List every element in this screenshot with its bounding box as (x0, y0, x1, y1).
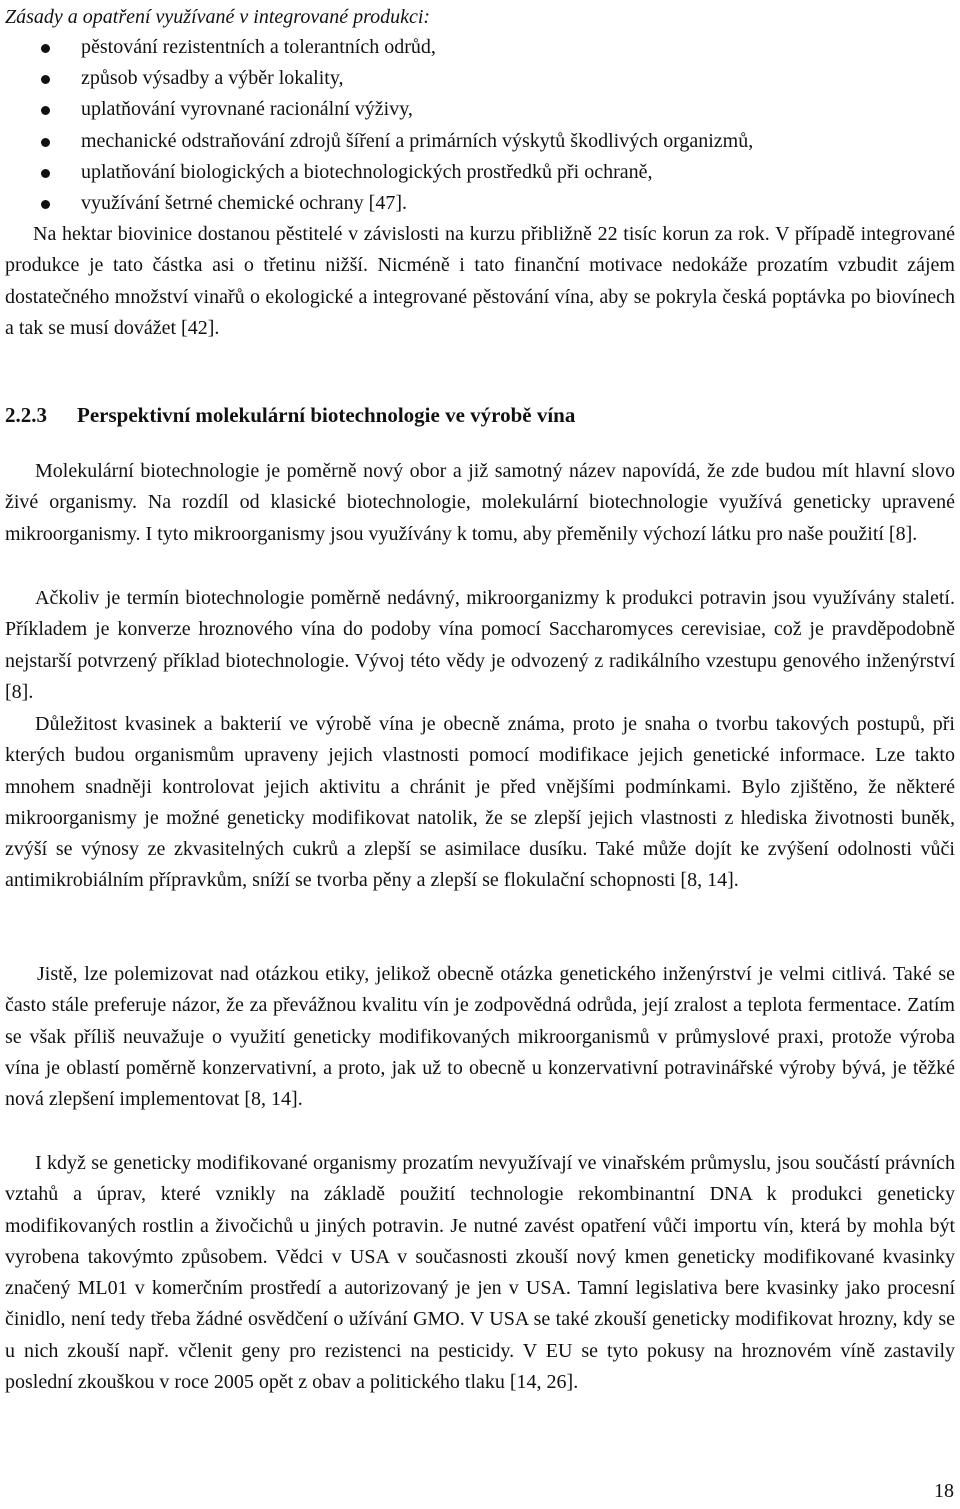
list-item-text: využívání šetrné chemické ochrany [47]. (81, 191, 407, 214)
list-item (5, 157, 955, 188)
bullet-icon (41, 44, 50, 53)
list-item-text: mechanické odstraňování zdrojů šíření a primárních výskytů škodlivých organizmů, (81, 129, 754, 152)
section-heading (5, 400, 575, 430)
list-item (5, 126, 955, 157)
list-item (5, 94, 955, 125)
bullet-icon (41, 169, 50, 178)
paragraph: I když se geneticky modifikované organismy prozatím nevyužívají ve vinařském průmyslu, jsou součástí právních vztahů a úprav, které vznikly na základě použití technologie rekombinantní DNA k produkci geneticky modifikovaných rostlin a živočichů u jiných potravin. Je nutné zavést opatření vůči importu vín, která by mohla být vyrobena takovýmto způsobem. Vědci v USA v současnosti zkouší nový kmen geneticky modifikované kvasinky značený ML01 v komerčním prostředí a autorizovaný je jen v USA. Tamní legislativa bere kvasinky jako procesní činidlo, není tedy třeba žádné osvědčení o užívání GMO. V USA se také zkouší geneticky modifikovat hrozny, kdy se u nich zkouší např. včlenit geny pro rezistenci na pesticidy. V EU se tyto pokusy na hroznovém víně zastavily poslední zkouškou v roce 2005 opět z obav a politického tlaku [14, 26]. (5, 1152, 955, 1394)
bullet-icon (41, 200, 50, 209)
list-item (5, 32, 955, 63)
section-title: Perspektivní molekulární biotechnologie ve výrobě vína (77, 403, 576, 427)
list-item-text: uplatňování vyrovnané racionální výživy, (81, 98, 413, 121)
list-item-text: uplatňování biologických a biotechnologických prostředků při ochraně, (81, 160, 653, 183)
section-number: 2.2.3 (5, 403, 47, 427)
intro-line: Zásady a opatření využívané v integrované produkci: (5, 6, 431, 28)
paragraph: Molekulární biotechnologie je poměrně nový obor a již samotný název napovídá, že zde budou mít hlavní slovo živé organismy. Na rozdíl od klasické biotechnologie, molekulární biotechnologie využívá geneticky upravené mikroorganismy. I tyto mikroorganismy jsou využívány k tomu, aby přeměnily výchozí látku pro naše použití [8]. (5, 460, 955, 545)
bullet-icon (41, 75, 50, 84)
paragraph: Důležitost kvasinek a bakterií ve výrobě vína je obecně známa, proto je snaha o tvorbu takových postupů, při kterých budou organismům upraveny jejich vlastnosti pomocí modifikace jejich genetické informace. Lze takto mnohem snadněji kontrolovat jejich aktivitu a chránit je před vnějšími podmínkami. Bylo zjištěno, že některé mikroorganismy je možné geneticky modifikovat natolik, že se zlepší jejich vlastnosti z hlediska životnosti buněk, zvýší se výnosy ze zkvasitelných cukrů a zlepší se asimilace dusíku. Také může dojít ke zvýšení odolnosti vůči antimikrobiálním přípravkům, sníží se tvorba pěny a zlepší se flokulační schopnosti [8, 14]. (5, 713, 955, 892)
page-number: 18 (934, 1480, 954, 1502)
bullet-icon (41, 138, 50, 147)
paragraph: Jistě, lze polemizovat nad otázkou etiky, jelikož obecně otázka genetického inženýrství je velmi citlivá. Také se často stále preferuje názor, že za převážnou kvalitu vín je zodpovědná odrůda, její zralost a teplota fermentace. Zatím se však příliš neuvažuje o využití geneticky modifikovaných mikroorganismů v průmyslové praxi, protože výroba vína je oblastí poměrně konzervativní, a proto, jak už to obecně u konzervativní potravinářské výroby bývá, je těžké nová zlepšení implementovat [8, 14]. (5, 963, 955, 1111)
list-item (5, 63, 955, 94)
paragraph: Ačkoliv je termín biotechnologie poměrně nedávný, mikroorganizmy k produkci potravin jsou využívány staletí. Příkladem je konverze hroznového vína do podoby vína pomocí Saccharomyces cerevisiae, což je pravděpodobně nejstarší potvrzený příklad biotechnologie. Vývoj této vědy je odvozený z radikálního vzestupu genového inženýrství [8]. (5, 587, 955, 703)
bullet-list (5, 32, 955, 219)
bullet-icon (41, 106, 50, 115)
list-item-text: způsob výsadby a výběr lokality, (81, 67, 344, 90)
paragraph-hektar: Na hektar biovinice dostanou pěstitelé v závislosti na kurzu přibližně 22 tisíc korun za rok. V případě integrované produkce je tato částka asi o třetinu nižší. Nicméně i tato finanční motivace nedokáže prozatím vzbudit zájem dostatečného množství vinařů o ekologické a integrované pěstování vína, aby se pokryla česká poptávka po biovínech a tak se musí dovážet [42]. (5, 223, 955, 339)
list-item (5, 188, 955, 219)
list-item-text: pěstování rezistentních a tolerantních odrůd, (81, 36, 436, 58)
